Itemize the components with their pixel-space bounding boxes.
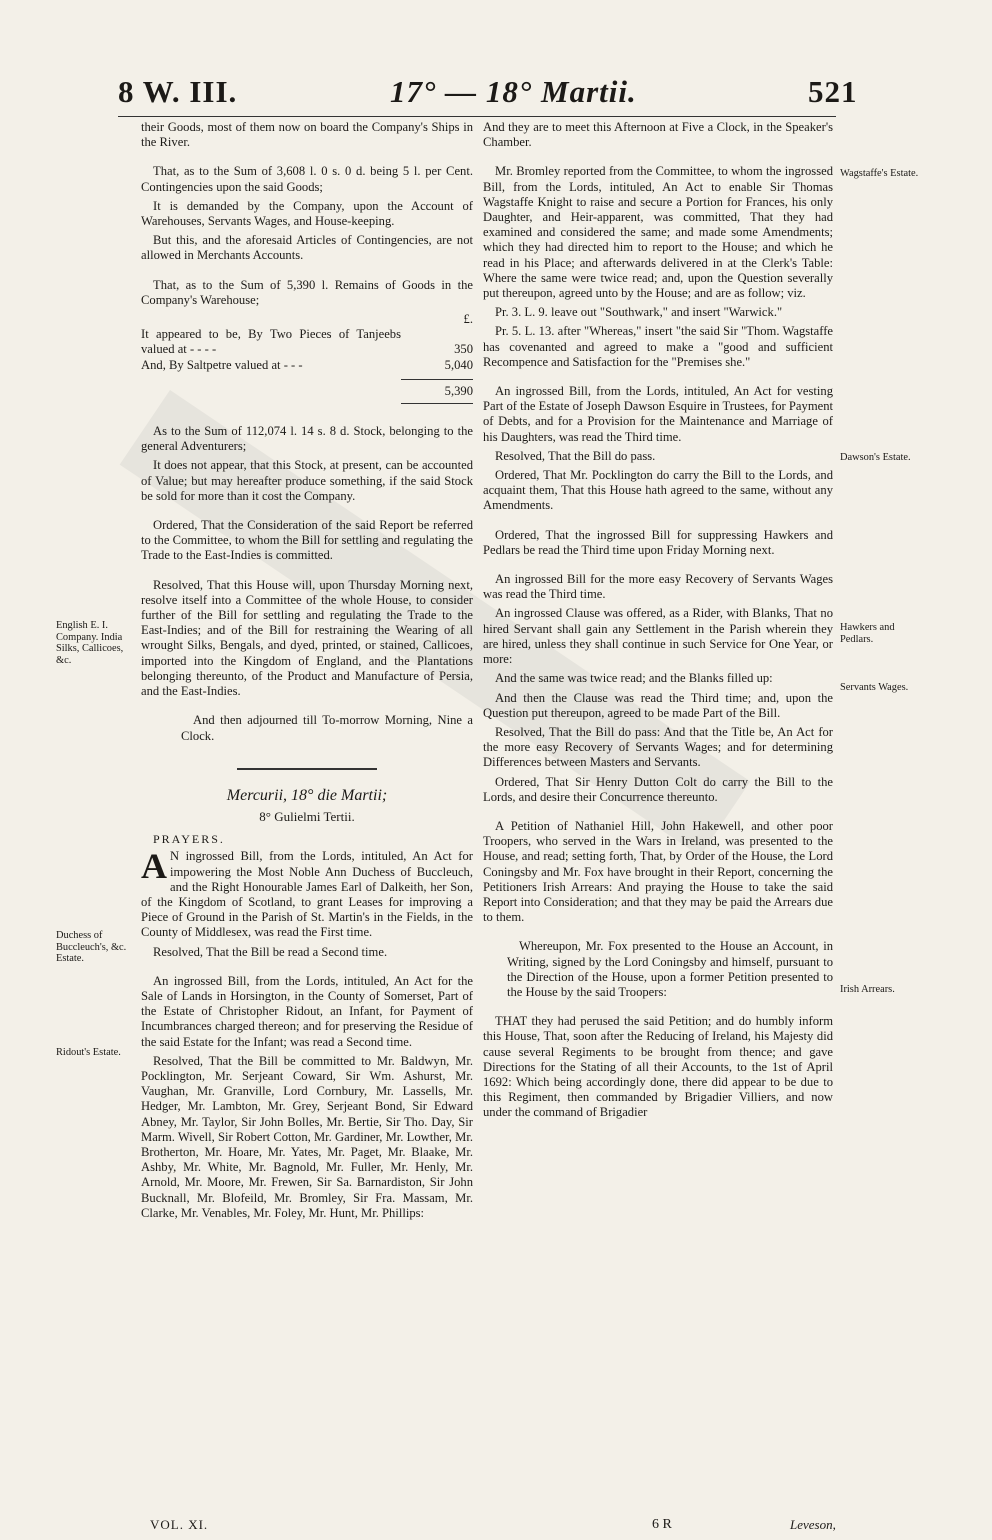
margin-note-servants: Servants Wages. <box>840 682 909 693</box>
volume-label: VOL. XI. <box>150 1517 209 1532</box>
ledger-label: It appeared to be, By Two Pieces of Tanjeebs valued at - - - - <box>141 327 401 357</box>
paragraph: THAT they had perused the said Petition; and do humbly inform this House, That, soon after the Reducing of Ireland, his Majesty did cause several Regiments to be brought from thence; and gave Directions for the Stating of all their Accounts, to the 1st of April 1692: Which being accordingly done, there did appear to be due to this Regiment, then commanded by Brigadier Villiers, and now under the command of Brigadier <box>483 1014 833 1120</box>
paragraph: An ingrossed Bill for the more easy Recovery of Servants Wages was read the Third time. <box>483 572 833 602</box>
left-column <box>141 120 473 1225</box>
paragraph: Mr. Bromley reported from the Committee, to whom the ingrossed Bill, from the Lords, intituled, An Act to enable Sir Thomas Wagstaffe Knight to raise and secure a Portion for Frances, his only Daughter, and Heir-apparent, was committed, That they had examined and considered the same; and made some Amendments; which they had directed him to report to the House; and which he read in his Place; and afterwards delivered in at the Clerk's Table: Where the same were twice read; and, upon the Question severally put thereupon, agreed unto by the House; and are as follow; viz. <box>483 164 833 301</box>
ledger-label: And, By Saltpetre valued at - - - <box>141 357 303 372</box>
ledger-row <box>141 327 473 357</box>
paragraph: That, as to the Sum of 3,608 l. 0 s. 0 d. being 5 l. per Cent. Contingencies upon the said Goods; <box>141 164 473 194</box>
paragraph: Resolved, That this House will, upon Thursday Morning next, resolve itself into a Committee of the whole House, to consider further of the Bill for settling and regulating the Trade to the East-Indies; and of the Bill for restraining the Wearing of all wrought Silks, Bengals, and dyed, printed, or stained, Callicoes, imported into the Kingdom of England, and the Plantations belonging thereunto, of the Product and Manufacture of Persia, and the East-Indies. <box>141 577 473 699</box>
margin-note-english-ei: English E. I. Company. India Silks, Callicoes, &c. <box>56 620 124 666</box>
ledger-unit: £. <box>463 312 473 327</box>
paragraph: And the same was twice read; and the Blanks filled up: <box>495 671 773 686</box>
ledger-total: 5,390 <box>401 379 473 399</box>
page-number: 521 <box>808 74 858 109</box>
margin-note-dawson: Dawson's Estate. <box>840 452 911 463</box>
ledger-value: 350 <box>454 342 473 357</box>
paragraph: Pr. 5. L. 13. after "Whereas," insert "the said Sir "Thom. Wagstaffe has covenanted and agreed to make a "good and sufficient Recompence and Satisfaction for the "Premises she." <box>483 324 833 369</box>
paragraph: Ordered, That the ingrossed Bill for suppressing Hawkers and Pedlars be read the Third time upon Friday Morning next. <box>483 527 833 557</box>
paragraph: That, as to the Sum of 5,390 l. Remains of Goods in the Company's Warehouse; <box>141 277 473 307</box>
paragraph: A Petition of Nathaniel Hill, John Hakewell, and other poor Troopers, who served in the Wars in Ireland, was presented to the House, and read; setting forth, That, by Order of the House, the Lord Coningsby and Mr. Fox have brought in their Report, concerning the Petitioners Irish Arrears: And praying the House to take the said Report into Consideration; and that they may be paid the Arrears due to them. <box>483 818 833 925</box>
paragraph: Resolved, That the Bill be committed to Mr. Baldwyn, Mr. Pocklington, Mr. Serjeant Coward, Sir Wm. Ashurst, Mr. Vaughan, Mr. Granville, Lord Cornbury, Mr. Lassells, Mr. Hedger, Mr. Lambton, Mr. Grey, Serjeant Bond, Sir Edward Abney, Mr. Taylor, Sir John Bolles, Mr. Bertie, Sir Tho. Day, Sir Marm. Wivell, Sir Robert Cotton, Mr. Gardiner, Mr. Lowther, Mr. Brotherton, Mr. Hoare, Mr. Yates, Mr. Paget, Mr. Blaake, Mr. Ashby, Mr. White, Mr. Bagnold, Mr. Fuller, Mr. Henly, Mr. Arnold, Mr. Moore, Mr. Frewen, Sir Sa. Barnardiston, Sir John Bucknall, Mr. Blofeild, Mr. Bromley, Sir Fra. Massam, Mr. Clarke, Mr. Venables, Mr. Foley, Mr. Hunt, Mr. Phillips: <box>141 1053 473 1220</box>
right-column <box>483 120 833 1125</box>
catchword: Leveson, <box>790 1517 836 1532</box>
margin-note-hawkers: Hawkers and Pedlars. <box>840 622 895 645</box>
paragraph: Ordered, That Sir Henry Dutton Colt do carry the Bill to the Lords, and desire their Concurrence thereunto. <box>483 774 833 804</box>
paragraph: Resolved, That the Bill be read a Second time. <box>153 944 388 959</box>
header-rule <box>118 116 836 117</box>
paragraph: An ingrossed Bill, from the Lords, intituled, An Act for the Sale of Lands in Horsington, in the County of Somerset, Part of the Estate of Christopher Ridout, an Infant, for Payment of Incumbrances charged thereon; and for preserving the Residue of the said Estate for the Infant; was read a Second time. <box>141 973 473 1049</box>
paragraph: And then the Clause was read the Third time; and, upon the Question put thereupon, agreed to be made Part of the Bill. <box>483 690 833 720</box>
paragraph: As to the Sum of 112,074 l. 14 s. 8 d. Stock, belonging to the general Adventurers; <box>141 424 473 454</box>
ledger-rule <box>401 403 473 410</box>
running-title: 17° — 18° Martii. <box>390 74 637 109</box>
paragraph: It is demanded by the Company, upon the Account of Warehouses, Servants Wages, and House-keeping. <box>141 198 473 229</box>
regnal-line: 8° Gulielmi Tertii. <box>259 808 355 824</box>
paragraph: And they are to meet this Afternoon at Five a Clock, in the Speaker's Chamber. <box>483 120 833 150</box>
paragraph: Resolved, That the Bill do pass: And that the Title be, An Act for the more easy Recovery of Servants Wages; and for determining Differences between Masters and Servants. <box>483 724 833 770</box>
prayers-heading: PRAYERS. <box>153 832 225 847</box>
paragraph: It does not appear, that this Stock, at present, can be accounted of Value; but may hereafter produce something, if the said Stock be sold for more than it cost the Company. <box>141 458 473 503</box>
signature-mark: 6 R <box>652 1517 672 1532</box>
adjournment: And then adjourned till To-morrow Morning, Nine a Clock. <box>181 713 473 743</box>
paragraph: Whereupon, Mr. Fox presented to the House an Account, in Writing, signed by the Lord Coningsby and himself, pursuant to the Direction of the House, upon a former Petition presented to the House by the said Troopers: <box>507 939 833 999</box>
paragraph: But this, and the aforesaid Articles of Contingencies, are not allowed in Merchants Accounts. <box>141 233 473 263</box>
paragraph: An ingrossed Clause was offered, as a Rider, with Blanks, That no hired Servant shall gain any Settlement in the Parish wherein they are hired, unless they shall continue in such Service for One Year, or more: <box>483 606 833 667</box>
ledger-value: 5,040 <box>444 357 473 372</box>
margin-note-duchess: Duchess of Buccleuch's, &c. Estate. <box>56 930 127 964</box>
margin-note-ridout: Ridout's Estate. <box>56 1047 121 1058</box>
paragraph: An ingrossed Bill, from the Lords, intituled, An Act for vesting Part of the Estate of Joseph Dawson Esquire in Trustees, for Payment of Debts, and for a Provision for the Maintenance and Marriage of his Daughters, was read the Third time. <box>483 384 833 444</box>
paragraph: Ordered, That the Consideration of the said Report be referred to the Committee, to whom the Bill for settling and regulating the Trade to the East-Indies is committed. <box>141 518 473 563</box>
paragraph: Resolved, That the Bill do pass. <box>495 448 656 463</box>
regnal-year: 8 W. III. <box>118 74 238 109</box>
drop-cap: A <box>141 846 167 887</box>
ledger <box>141 312 473 410</box>
margin-note-wagstaffe: Wagstaffe's Estate. <box>840 168 919 179</box>
paragraph: their Goods, most of them now on board the Company's Ships in the River. <box>141 120 473 150</box>
ledger-row <box>141 358 473 373</box>
day-heading: Mercurii, 18° die Martii; <box>226 786 388 804</box>
paragraph: Ordered, That Mr. Pocklington do carry the Bill to the Lords, and acquaint them, That this House hath agreed to the same, without any Amendments. <box>483 468 833 513</box>
paragraph: A N ingrossed Bill, from the Lords, intituled, An Act for impowering the Most Noble Ann Duchess of Buccleuch, and the Right Honourable James Earl of Dalkeith, her Son, of the Kingdom of Scotland, to grant Leases for improving a Piece of Ground in the Parish of St. Martin's in the Fields, in the County of Middlesex, was read the First time. <box>141 846 473 940</box>
section-divider <box>237 768 377 770</box>
paragraph: Pr. 3. L. 9. leave out "Southwark," and insert "Warwick." <box>495 305 783 320</box>
margin-note-irish: Irish Arrears. <box>840 984 895 995</box>
